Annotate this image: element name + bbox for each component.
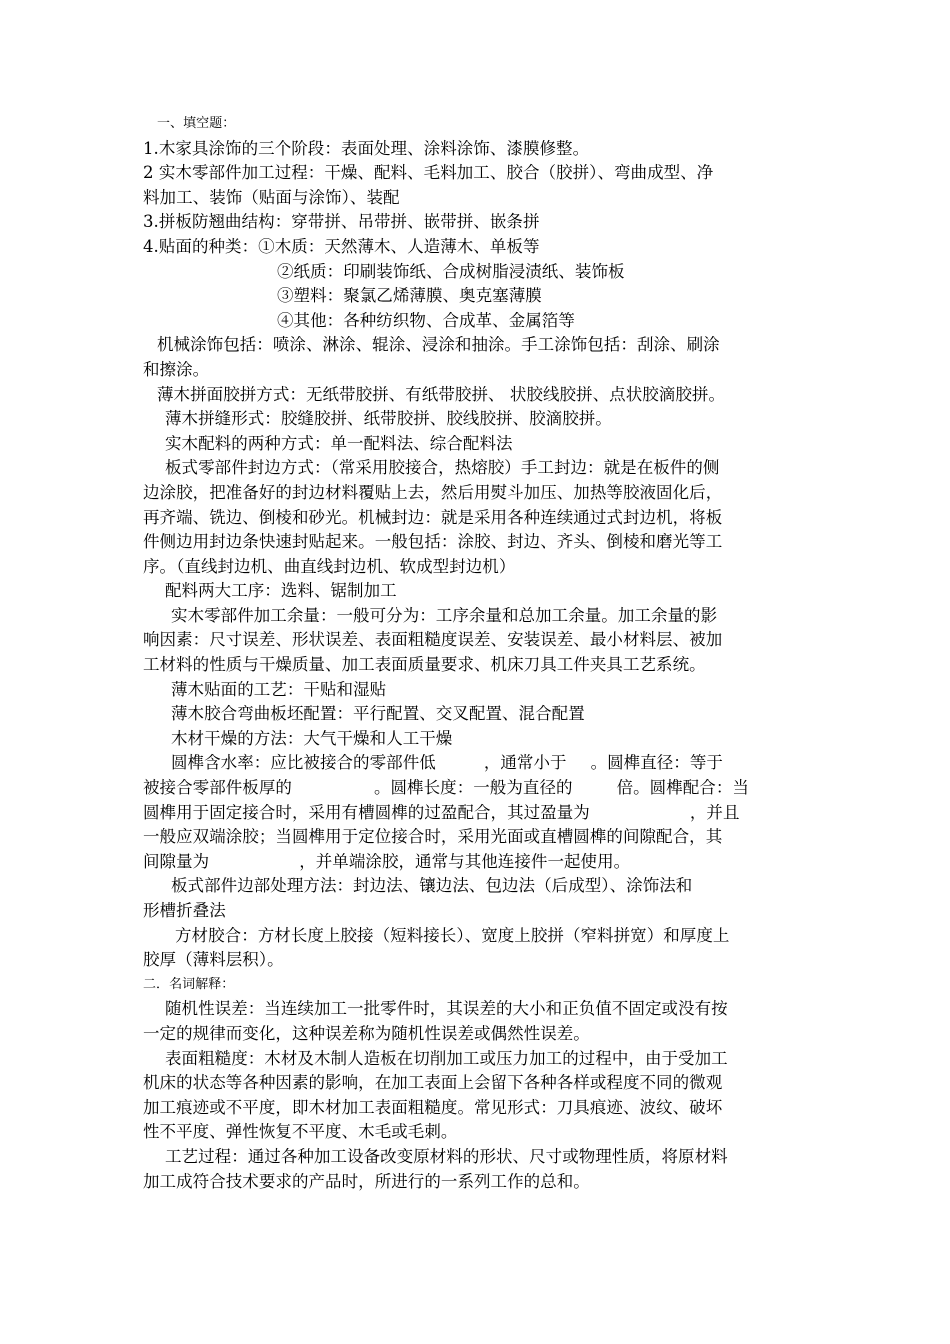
paragraph-line: 胶厚（薄料层积）。 xyxy=(143,950,284,970)
dowel-text: ，并且 xyxy=(689,802,740,822)
paragraph-line: 加工痕迹或不平度，即木材加工表面粗糙度。常见形式：刀具痕迹、波纹、破坏 xyxy=(143,1097,723,1117)
dowel-line-4: 一般应双端涂胶；当圆榫用于定位接合时，采用光面或直槽圆榫的间隙配合，其 xyxy=(143,827,723,847)
paragraph-line: 板式部件边部处理方法：封边法、镶边法、包边法（后成型）、涂饰法和 xyxy=(171,876,693,896)
dowel-text: 间隙量为 xyxy=(143,851,210,871)
paragraph-line: 和擦涂。 xyxy=(143,359,210,379)
paragraph-line: 薄木拼面胶拼方式：无纸带胶拼、有纸带胶拼、 状胶线胶拼、点状胶滴胶拼。 xyxy=(157,384,725,404)
dowel-line-3 xyxy=(143,801,811,826)
paragraph-line: 加工成符合技术要求的产品时，所进行的一系列工作的总和。 xyxy=(143,1171,590,1191)
paragraph-line: 方材胶合：方材长度上胶接（短料接长）、宽度上胶拼（窄料拼宽）和厚度上 xyxy=(175,925,730,945)
paragraph-line: 薄木胶合弯曲板坯配置：平行配置、交叉配置、混合配置 xyxy=(171,704,585,724)
section-heading-fill-blanks: 一、填空题： xyxy=(157,116,236,131)
paragraph-line: 工艺过程：通过各种加工设备改变原材料的形状、尺寸或物理性质，将原材料 xyxy=(165,1146,728,1166)
paragraph-line: 随机性误差：当连续加工一批零件时，其误差的大小和正负值不固定或没有按 xyxy=(165,999,728,1019)
dowel-text: 。圆榫长度：一般为直径的 xyxy=(373,778,573,798)
section-heading-definitions: 二．名词解释： xyxy=(143,976,235,992)
dowel-text: 圆榫用于固定接合时，采用有槽圆榫的过盈配合，其过盈量为 xyxy=(143,802,590,822)
paragraph-line: 表面粗糙度：木材及木制人造板在切削加工或压力加工的过程中，由于受加工 xyxy=(165,1048,728,1068)
paragraph-line: 响因素：尺寸误差、形状误差、表面粗糙度误差、安装误差、最小材料层、被加 xyxy=(143,630,723,650)
paragraph-line: 2 实木零部件加工过程：干燥、配料、毛料加工、胶合（胶拼）、弯曲成型、净 xyxy=(143,163,714,183)
dowel-line-1 xyxy=(143,751,811,776)
list-item: ②纸质：印刷装饰纸、合成树脂浸渍纸、装饰板 xyxy=(277,261,625,281)
paragraph-line: 薄木拼缝形式：胶缝胶拼、纸带胶拼、胶线胶拼、胶滴胶拼。 xyxy=(165,409,612,429)
dowel-text: ，并单端涂胶，通常与其他连接件一起使用。 xyxy=(299,851,631,871)
dowel-text: ，通常小于 xyxy=(483,753,567,773)
dowel-text: 。圆榫直径：等于 xyxy=(590,753,723,773)
paragraph-line: 实木零部件加工余量：一般可分为：工序余量和总加工余量。加工余量的影 xyxy=(171,605,718,625)
dowel-text: 倍。圆榫配合：当 xyxy=(616,778,749,798)
paragraph-line: 边涂胶，把准备好的封边材料覆贴上去，然后用熨斗加压、加热等胶液固化后， xyxy=(143,482,723,502)
paragraph-line: 件侧边用封边条快速封贴起来。一般包括：涂胶、封边、齐头、倒棱和磨光等工 xyxy=(143,532,723,552)
paragraph-line: 1.木家具涂饰的三个阶段：表面处理、涂料涂饰、漆膜修整。 xyxy=(143,138,590,158)
paragraph-line: 板式零部件封边方式：（常采用胶接合，热熔胶）手工封边：就是在板件的侧 xyxy=(165,458,720,478)
paragraph-line: 再齐端、铣边、倒棱和砂光。机械封边：就是采用各种连续通过式封边机，将板 xyxy=(143,507,723,527)
dowel-text: 被接合零部件板厚的 xyxy=(143,778,292,798)
paragraph-line: 性不平度、弹性恢复不平度、木毛或毛刺。 xyxy=(143,1122,458,1142)
dowel-line-2 xyxy=(143,776,811,801)
paragraph-line: 配料两大工序：选料、锯制加工 xyxy=(165,581,397,601)
dowel-text: 圆榫含水率：应比被接合的零部件低 xyxy=(171,753,436,773)
paragraph-line: 3.拼板防翘曲结构：穿带拼、吊带拼、嵌带拼、嵌条拼 xyxy=(143,212,540,232)
paragraph-line: 工材料的性质与干燥质量、加工表面质量要求、机床刀具工件夹具工艺系统。 xyxy=(143,655,706,675)
list-item: ④其他：各种纺织物、合成革、金属箔等 xyxy=(277,310,575,330)
paragraph-line: 料加工、装饰（贴面与涂饰）、装配 xyxy=(143,187,400,207)
paragraph-line: 序。（直线封边机、曲直线封边机、软成型封边机） xyxy=(143,556,516,576)
paragraph-line: 薄木贴面的工艺：干贴和湿贴 xyxy=(171,679,387,699)
paragraph-line: 实木配料的两种方式：单一配料法、综合配料法 xyxy=(165,433,513,453)
paragraph-line: 形槽折叠法 xyxy=(143,901,226,920)
dowel-line-5 xyxy=(143,850,811,875)
paragraph-line: 木材干燥的方法：大气干燥和人工干燥 xyxy=(171,728,453,748)
document-page xyxy=(143,112,811,1194)
paragraph-line: 一定的规律而变化，这种误差称为随机性误差或偶然性误差。 xyxy=(143,1023,590,1043)
list-item: ③塑料：聚氯乙烯薄膜、奥克塞薄膜 xyxy=(277,286,542,306)
paragraph-line: 机械涂饰包括：喷涂、淋涂、辊涂、浸涂和抽涂。手工涂饰包括：刮涂、刷涂 xyxy=(157,335,720,355)
paragraph-line: 4.贴面的种类：①木质：天然薄木、人造薄木、单板等 xyxy=(143,236,540,256)
paragraph-line: 机床的状态等各种因素的影响，在加工表面上会留下各种各样或程度不同的微观 xyxy=(143,1073,723,1093)
